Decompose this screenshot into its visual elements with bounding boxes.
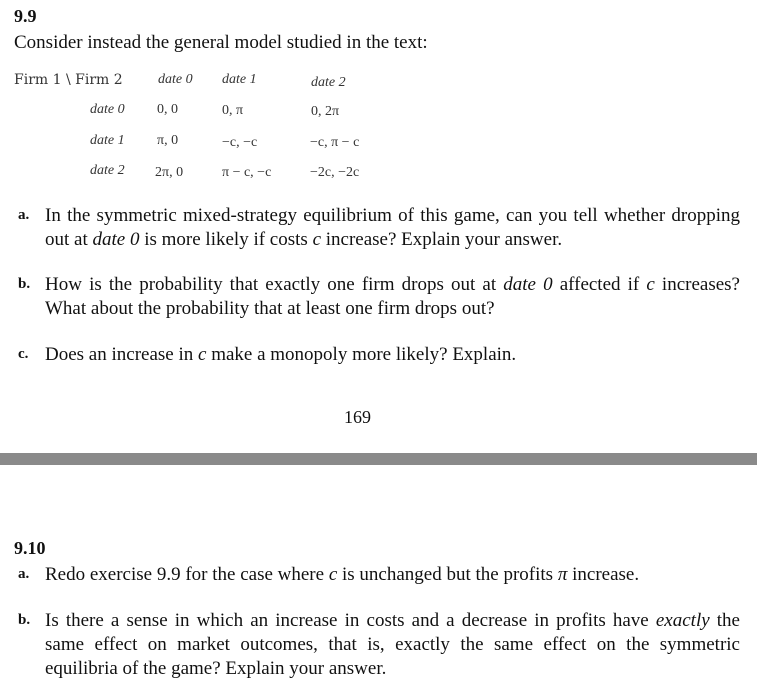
exercise-intro: Consider instead the general model studied in the text: (14, 32, 428, 53)
table-cell: 2π, 0 (155, 165, 184, 180)
row-header: date 0 (90, 102, 125, 117)
page-number: 169 (344, 407, 371, 427)
table-corner-label: Firm 1 \ Firm 2 (14, 72, 123, 88)
item-text: Redo exercise 9.9 for the case where c is unchanged but the profits π increase. (45, 564, 640, 585)
question-item (18, 609, 740, 681)
table-cell: −2c, −2c (310, 165, 360, 180)
question-item (18, 343, 740, 367)
exercise-number: 9.10 (14, 538, 46, 558)
item-label: c. (18, 346, 29, 362)
col-header: date 0 (158, 72, 193, 87)
table-cell: π − c, −c (222, 165, 272, 180)
question-item (18, 204, 740, 252)
table-cell: −c, −c (222, 135, 258, 150)
item-label: a. (18, 207, 30, 223)
col-header: date 2 (311, 75, 346, 90)
question-item (18, 563, 740, 587)
table-cell: 0, π (222, 103, 244, 118)
table-cell: 0, 0 (157, 102, 178, 117)
table-cell: π, 0 (157, 133, 179, 148)
item-label: b. (18, 612, 31, 628)
col-header: date 1 (222, 72, 257, 87)
row-header: date 1 (90, 133, 125, 148)
table-cell: −c, π − c (310, 135, 360, 150)
item-text: In the symmetric mixed-strategy equilibrium of this game, can you tell whether dropping out at date 0 is more likely if costs c increase? Explain your answer. (45, 205, 740, 250)
item-label: b. (18, 276, 31, 292)
row-header: date 2 (90, 163, 125, 178)
item-text: How is the probability that exactly one firm drops out at date 0 affected if c increases? What about the probability that at least one firm drops out? (45, 274, 740, 319)
question-item (18, 273, 740, 321)
item-text: Does an increase in c make a monopoly more likely? Explain. (45, 344, 517, 365)
page-divider (0, 453, 757, 465)
item-text: Is there a sense in which an increase in costs and a decrease in profits have exactly the same effect on market outcomes, that is, exactly the same effect on the symmetric equilibria of the game? Explain your answer. (45, 610, 740, 679)
table-cell: 0, 2π (311, 104, 340, 119)
exercise-number: 9.9 (14, 6, 37, 26)
item-label: a. (18, 566, 30, 582)
